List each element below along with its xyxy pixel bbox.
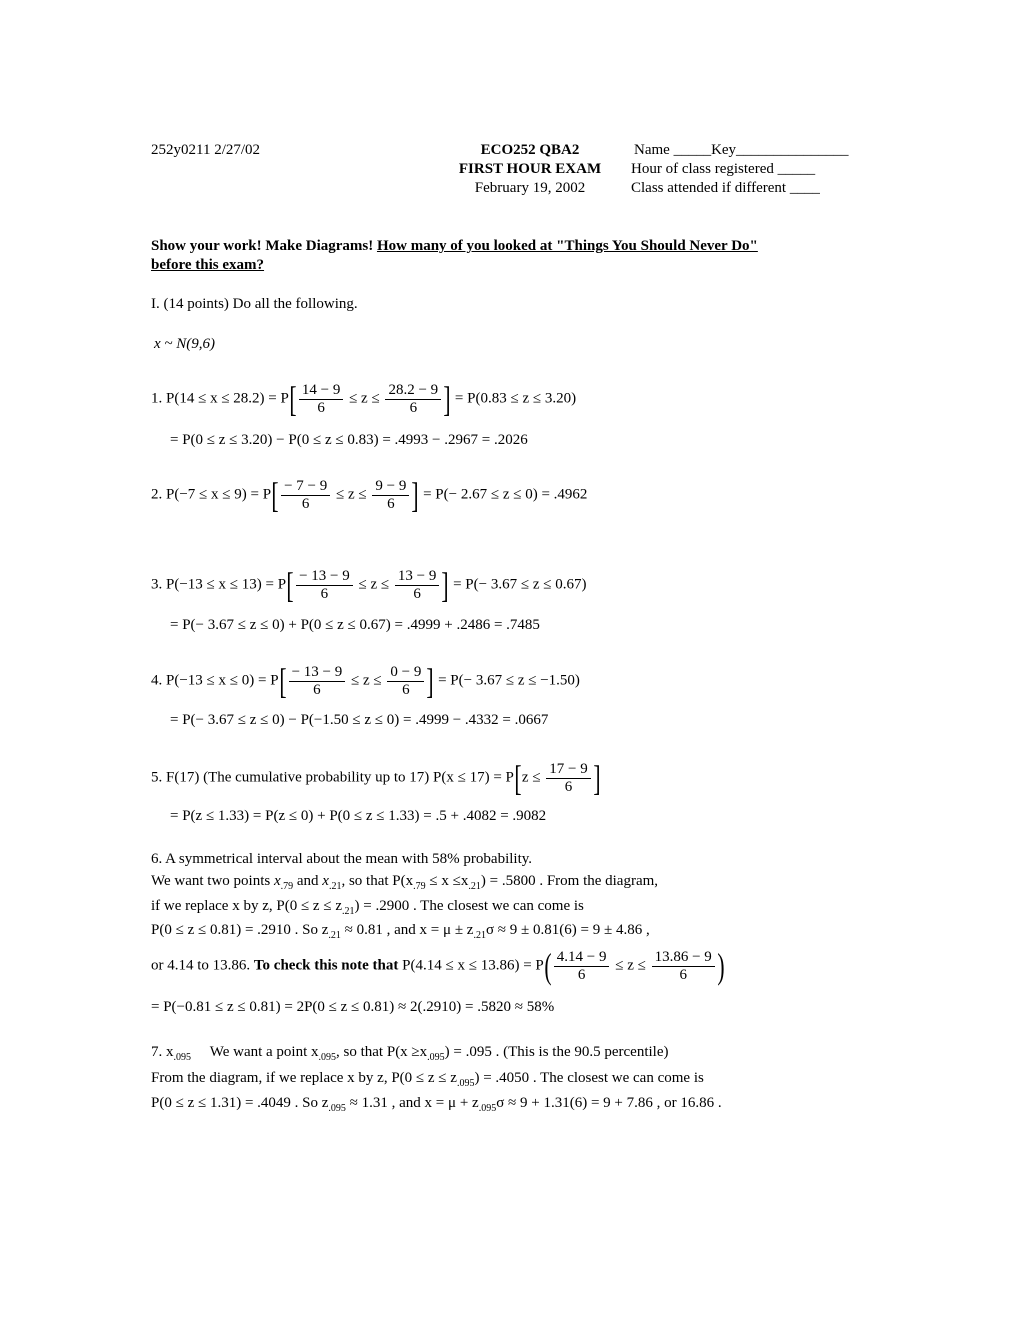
p1-mid: ≤ z ≤ (349, 390, 380, 407)
p1-lead: 1. P(14 ≤ x ≤ 28.2) = P (151, 390, 289, 407)
p7-line1: 7. $x_{.095}$ We want a point $x_{.095}$, so that $P(x \ge x_{.095}) = .095$ . (This is the 90.5 percentile) (151, 1044, 669, 1063)
p6-line1: 6. A symmetrical interval about the mean with 58% probability. (151, 851, 533, 867)
problem-5 (151, 760, 601, 796)
p4-lead: 4. P(−13 ≤ x ≤ 0) = P (151, 672, 279, 689)
p3-line2: = P(− 3.67 ≤ z ≤ 0) + P(0 ≤ z ≤ 0.67) = .4999 + .2486 = .7485 (170, 617, 540, 633)
p2-bracket-open: [ (271, 475, 279, 515)
intro-question-1: How many of you looked at "Things You Should Never Do" (376, 238, 758, 254)
p5-bracket-close: ] (593, 758, 601, 798)
intro-question-2: before this exam? (151, 257, 265, 273)
p6-line4: P(0 ≤ z ≤ 0.81) = .2910 . So $z_{.21} \approx 0.81$ , and $x = \mu \pm z_{.21}\sigma \approx 9 \pm 0.81(6) = 9 \pm 4.86$ , (151, 922, 650, 941)
p3-bracket-open: [ (286, 565, 294, 605)
p3-bracket-close: ] (441, 565, 449, 605)
name-field: Name _____Key_______________ (634, 142, 849, 158)
p1-bracket-close: ] (443, 379, 451, 419)
p1-bracket-open: [ (289, 379, 297, 419)
file-id: 252y0211 2/27/02 (151, 142, 261, 158)
p2-bracket-close: ] (411, 475, 419, 515)
p2-tail: = P(− 2.67 ≤ z ≤ 0) = .4962 (423, 486, 588, 503)
class-field: Class attended if different ____ (631, 180, 820, 196)
p3-fraction-1: $\frac{- 13 - 9}{6}$ (296, 568, 353, 603)
p2-fraction-1: $\frac{- 7 - 9}{6}$ (281, 478, 330, 513)
p4-mid: ≤ z ≤ (350, 672, 382, 689)
p2-mid: ≤ z ≤ (335, 486, 367, 503)
p3-lead: 3. P(−13 ≤ x ≤ 13) = P (151, 576, 287, 593)
p4-fraction-1: $\frac{- 13 - 9}{6}$ (289, 664, 346, 699)
p4-line2: = P(− 3.67 ≤ z ≤ 0) − P(−1.50 ≤ z ≤ 0) = .4999 − .4332 = .0667 (170, 712, 549, 728)
course-title: ECO252 QBA2 (480, 142, 580, 158)
p3-mid: ≤ z ≤ (358, 576, 390, 593)
p4-bracket-close: ] (426, 661, 434, 701)
p5-pre: z ≤ (521, 769, 541, 786)
problem-3 (151, 567, 586, 603)
intro-bold: Show your work! Make Diagrams! (151, 238, 374, 254)
p5-bracket-open: [ (514, 758, 522, 798)
p6-fraction-2: $\frac{13.86 - 9}{6}$ (652, 949, 715, 984)
distribution: x ~ N(9,6) (154, 336, 216, 352)
p2-fraction-2: $\frac{9 - 9}{6}$ (372, 478, 409, 513)
exam-date: February 19, 2002 (474, 180, 586, 196)
problem-4 (151, 663, 580, 699)
exam-title: FIRST HOUR EXAM (458, 161, 602, 177)
p6-fraction-1: $\frac{4.14 - 9}{6}$ (554, 949, 610, 984)
p3-tail: = P(− 3.67 ≤ z ≤ 0.67) (453, 576, 587, 593)
p1-fraction-1: $\frac{14 - 9}{6}$ (299, 382, 343, 417)
intro-line-1 (151, 238, 758, 255)
p7-line3: P(0 ≤ z ≤ 1.31) = .4049 . So $z_{.095} \approx 1.31$ , and $x = \mu + z_{.095}\sigma \approx 9 + 1.31(6) = 9 + 7.86$ , or 16.86 . (151, 1095, 722, 1114)
section-heading: I. (14 points) Do all the following. (151, 296, 358, 312)
p5-fraction: $\frac{17 - 9}{6}$ (546, 761, 590, 796)
p6-line3: if we replace x by z, $P(0 \le z \le z_{.21}) = .2900$ . The closest we can come is (151, 898, 584, 917)
p6-line2: We want two points $x_{.79}$ and $x_{.21}$, so that $P(x_{.79} \le x \le x_{.21}) = .5800$ . From the diagram, (151, 873, 659, 892)
p2-lead: 2. P(−7 ≤ x ≤ 9) = P (151, 486, 272, 503)
p7-line2: From the diagram, if we replace x by z, $P(0 \le z \le z_{.095}) = .4050$ . The closest we can come is (151, 1070, 704, 1089)
p4-fraction-2: $\frac{0 - 9}{6}$ (387, 664, 424, 699)
p1-fraction-2: $\frac{28.2 - 9}{6}$ (385, 382, 441, 417)
p5-line2: = P(z ≤ 1.33) = P(z ≤ 0) + P(0 ≤ z ≤ 1.33) = .5 + .4082 = .9082 (170, 808, 547, 824)
p4-bracket-open: [ (278, 661, 287, 701)
p6-line6: = P(−0.81 ≤ z ≤ 0.81) = 2P(0 ≤ z ≤ 0.81) ≈ 2(.2910) = .5820 ≈ 58% (151, 999, 555, 1015)
hour-field: Hour of class registered _____ (631, 161, 816, 177)
p5-lead: 5. F(17) (The cumulative probability up to 17) P(x ≤ 17) = P (151, 769, 514, 786)
p1-tail: = P(0.83 ≤ z ≤ 3.20) (454, 390, 577, 407)
p4-tail: = P(− 3.67 ≤ z ≤ −1.50) (438, 672, 580, 689)
p6-line5: or 4.14 to 13.86. To check this note that P(4.14 ≤ x ≤ 13.86) = P( $\frac{4.14 - 9}{6}$ ≤ z ≤ $\frac{13.86 - 9}{6}$ ) (151, 946, 725, 986)
p1-line2: = P(0 ≤ z ≤ 3.20) − P(0 ≤ z ≤ 0.83) = .4993 − .2967 = .2026 (170, 432, 528, 448)
problem-2 (151, 477, 587, 513)
p3-fraction-2: $\frac{13 - 9}{6}$ (395, 568, 439, 603)
problem-1 (151, 381, 576, 417)
